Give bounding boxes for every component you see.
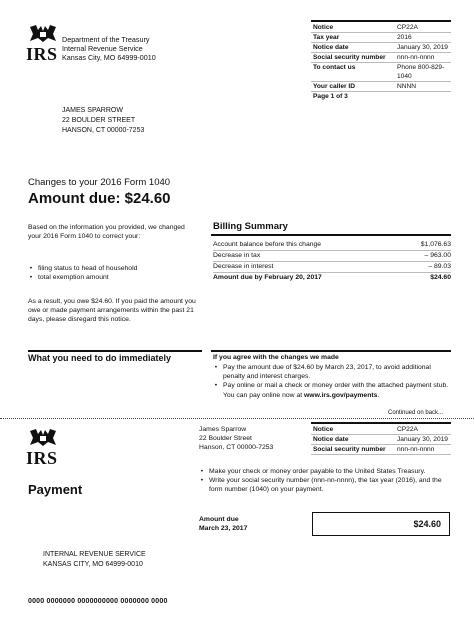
- billing-value: – 963.00: [424, 252, 451, 259]
- bullet-icon: •: [29, 274, 33, 282]
- billing-value: – 89.03: [428, 263, 451, 270]
- agree-bullets: [213, 363, 449, 400]
- info-value: January 30, 2019: [397, 436, 448, 443]
- info-row: [311, 435, 451, 445]
- bullet-item: [213, 381, 449, 399]
- page-of: Page 1 of 3: [313, 93, 348, 100]
- info-value: CP22A: [397, 426, 418, 433]
- bullet-text: Pay the amount due of $24.60 by March 23, 2017, to avoid additional penalty and interest charges.: [223, 364, 431, 381]
- info-label: Notice: [313, 24, 334, 31]
- info-label: Notice date: [313, 436, 349, 443]
- stub-city: Hanson, CT 00000-7253: [199, 444, 274, 452]
- billing-value: $1,076.63: [420, 241, 451, 248]
- stub-info-top-rule: [311, 422, 451, 424]
- agency-address: [62, 35, 156, 62]
- irs-logo-text: IRS: [26, 448, 58, 468]
- bullet-item: [213, 363, 449, 381]
- bullet-item: [28, 273, 198, 282]
- amount-value: $24.60: [413, 519, 441, 529]
- info-label: Tax year: [313, 34, 340, 41]
- changes-heading: Changes to your 2016 Form 1040: [28, 177, 171, 188]
- tear-off-line: [0, 418, 474, 419]
- stub-taxpayer-address: [199, 425, 273, 453]
- billing-row: [213, 240, 451, 251]
- billing-row: [213, 251, 451, 262]
- immediate-rule-right: [211, 350, 451, 352]
- amount-due-label: Amount due: [199, 516, 239, 523]
- bullet-icon: •: [214, 382, 218, 390]
- irs-eagle-logo-icon: [28, 24, 58, 44]
- billing-total-label: Amount due by February 20, 2017: [213, 274, 322, 281]
- billing-summary-table: [213, 240, 451, 283]
- payments-link[interactable]: www.irs.gov/payments: [304, 391, 378, 399]
- info-label: To contact us: [313, 64, 356, 71]
- stub-street: 22 Boulder Street: [199, 435, 252, 443]
- info-row: [311, 33, 451, 43]
- agency-line: Internal Revenue Service: [62, 44, 143, 53]
- bullet-item: [199, 467, 454, 476]
- result-paragraph: As a result, you owe $24.60. If you paid the amount you owe or made payment arrangements within the past 21 days, please disregard this notice.: [28, 298, 196, 324]
- continued-note: Continued on back...: [388, 410, 444, 416]
- info-value: 2016: [397, 34, 412, 41]
- stub-amount-due-label: [199, 515, 247, 533]
- bullet-text-part: .: [377, 391, 380, 399]
- info-table-top-rule: [311, 20, 451, 22]
- irs-address-line: INTERNAL REVENUE SERVICE: [43, 551, 146, 558]
- recipient-name: JAMES SPARROW: [62, 107, 123, 114]
- info-row: [311, 23, 451, 33]
- billing-label: Decrease in tax: [213, 252, 261, 259]
- scanline: 0000 0000000 0000000000 0000000 0000: [28, 598, 168, 605]
- bullet-item: [28, 264, 198, 273]
- info-row: [311, 43, 451, 53]
- bullet-text: filing status to head of household: [38, 265, 138, 272]
- billing-label: Account balance before this change: [213, 241, 322, 248]
- irs-logo-text: IRS: [26, 44, 58, 64]
- billing-label: Decrease in interest: [213, 263, 274, 270]
- recipient-city: HANSON, CT 00000-7253: [62, 127, 145, 134]
- agree-heading: If you agree with the changes we made: [213, 354, 339, 361]
- info-row: [311, 82, 451, 92]
- info-value: January 30, 2019: [397, 44, 448, 51]
- bullet-text: Write your social security number (nnn-nn-nnnn), the tax year (2016), and the form number (1040) on your payment.: [209, 477, 442, 494]
- bullet-icon: •: [214, 364, 218, 371]
- info-label: Social security number: [313, 54, 386, 61]
- agency-line: Department of the Treasury: [62, 35, 150, 44]
- bullet-icon: •: [200, 477, 204, 485]
- immediate-heading: What you need to do immediately: [28, 353, 172, 363]
- bullet-text: [223, 381, 449, 399]
- agency-line: Kansas City, MO 64999-0010: [62, 53, 156, 62]
- info-value: CP22A: [397, 24, 418, 31]
- payment-instructions: [199, 467, 454, 495]
- notice-info-table: [311, 23, 451, 101]
- bullet-icon: •: [200, 468, 204, 475]
- billing-total-value: $24.60: [430, 274, 451, 281]
- irs-eagle-logo-icon: [28, 428, 58, 448]
- amount-due-heading: Amount due: $24.60: [28, 190, 171, 207]
- stub-name: James Sparrow: [199, 426, 247, 433]
- payment-heading: Payment: [28, 482, 83, 497]
- bullet-text-part: Pay online or mail a check or money order with the attached payment stub. You can pay online now at: [223, 382, 449, 399]
- intro-paragraph: Based on the information you provided, we changed your 2016 Form 1040 to correct your:: [28, 224, 185, 241]
- amount-due-date: March 23, 2017: [199, 525, 248, 533]
- info-value: nnn-nn-nnnn: [397, 446, 435, 453]
- billing-summary-title: Billing Summary: [213, 221, 288, 232]
- info-row: [311, 425, 451, 435]
- info-row: [311, 63, 451, 82]
- bullet-icon: •: [29, 265, 33, 272]
- immediate-rule-left: [28, 350, 202, 352]
- billing-row: [213, 262, 451, 273]
- recipient-street: 22 BOULDER STREET: [62, 117, 136, 124]
- info-value: Phone 800-829-1040: [397, 64, 445, 80]
- amount-enclosed-box[interactable]: [312, 512, 450, 536]
- recipient-address: [62, 106, 144, 136]
- info-value: nnn-nn-nnnn: [397, 54, 435, 61]
- info-row: [311, 445, 451, 455]
- billing-total-row: [213, 273, 451, 283]
- info-label: Social security number: [313, 446, 386, 453]
- irs-address-line: KANSAS CITY, MO 64999-0010: [43, 561, 143, 568]
- billing-summary-rule: [211, 234, 451, 236]
- bullet-text: Make your check or money order payable to the United States Treasury.: [209, 468, 426, 475]
- bullet-item: [199, 476, 454, 494]
- bullet-text: total exemption amount: [38, 274, 109, 282]
- info-row: [311, 92, 451, 101]
- info-row: [311, 53, 451, 63]
- irs-mailing-address: [43, 550, 146, 570]
- info-value: NNNN: [397, 83, 417, 90]
- info-label: Notice: [313, 426, 334, 433]
- intro-bullets: [28, 264, 198, 282]
- info-label: Your caller ID: [313, 83, 356, 90]
- stub-info-table: [311, 425, 451, 455]
- info-label: Notice date: [313, 44, 349, 51]
